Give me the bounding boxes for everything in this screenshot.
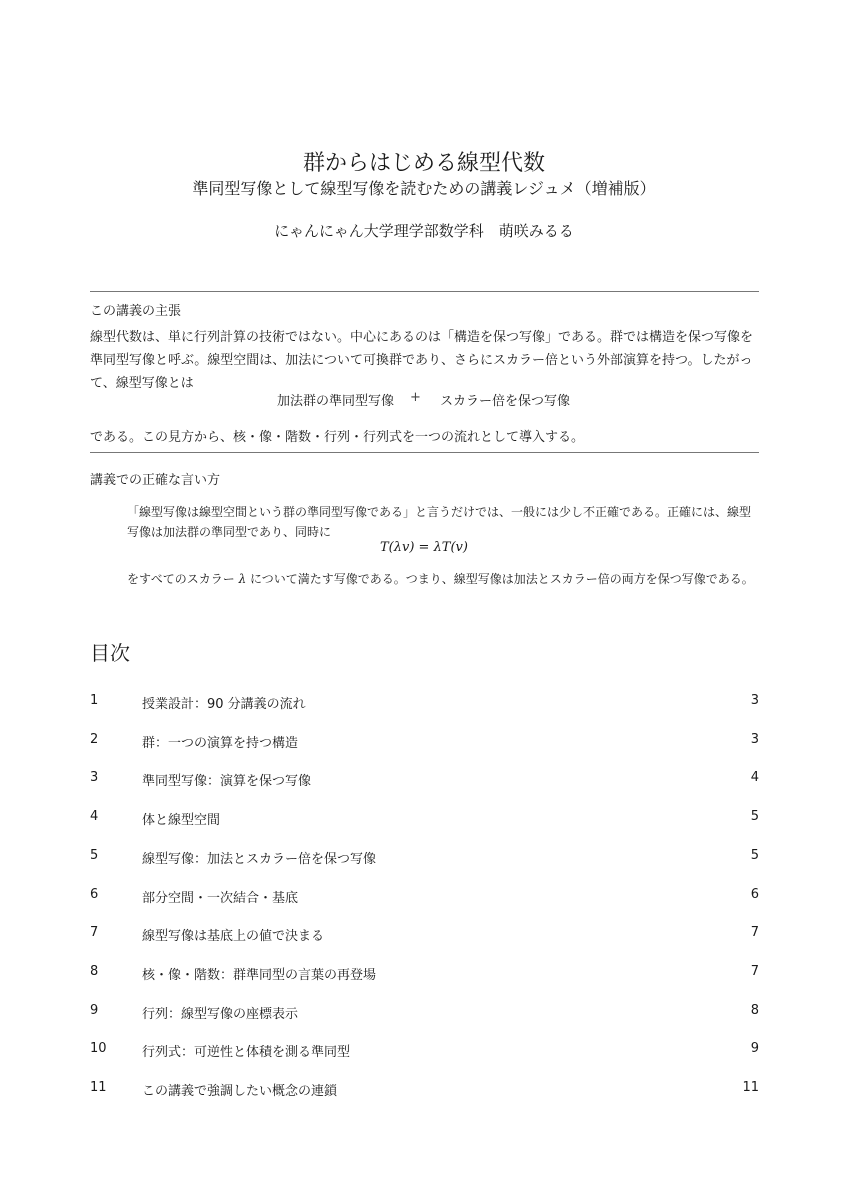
toc-entry-page: 3 (750, 693, 759, 708)
toc-entry-page: 3 (750, 731, 759, 747)
toc-entry-page: 9 (750, 1041, 759, 1057)
toc-entry[interactable] (90, 925, 759, 945)
toc-entry-number: 2 (90, 731, 99, 747)
toc-entry[interactable] (90, 732, 759, 752)
lambda-symbol: λ (238, 572, 247, 586)
claim-display-right: スカラー倍を保つ写像 (440, 394, 571, 409)
toc-entry[interactable] (90, 964, 759, 984)
toc-entry-number: 3 (90, 770, 99, 786)
toc-entry-number: 8 (90, 963, 99, 979)
toc-entry-number: 7 (90, 925, 99, 941)
toc-entry-number: 11 (90, 1080, 107, 1095)
closing-text-post: について満たす写像である。つまり、線型写像は加法とスカラー倍の両方を保つ写像である。 (246, 572, 754, 586)
toc-entry[interactable] (90, 1080, 759, 1100)
linearity-formula: T(λv) = λT(v) (380, 540, 468, 555)
toc-entry-number: 9 (90, 1002, 99, 1018)
toc-entry-number: 5 (90, 847, 99, 863)
toc-entry[interactable] (90, 848, 759, 868)
toc-heading: 目次 (90, 641, 130, 665)
author-line: にゃんにゃん大学理学部数学科 萌咲みるる (274, 222, 574, 240)
toc-entry-page: 6 (750, 886, 759, 902)
toc-entry[interactable] (90, 693, 759, 713)
toc-entry-title: 行列：線型写像の座標表示 (142, 1006, 299, 1022)
toc-entry-title: 部分空間・一次結合・基底 (142, 890, 299, 906)
toc-entry[interactable] (90, 809, 759, 829)
toc-entry-page: 7 (750, 963, 759, 979)
claim-display-plus: + (410, 390, 421, 405)
toc-entry-page: 5 (750, 809, 759, 825)
toc-entry-number: 6 (90, 886, 99, 902)
toc-entry-page: 5 (750, 847, 759, 863)
toc-entry-page: 8 (750, 1002, 759, 1018)
toc-entry-page: 7 (750, 925, 759, 941)
toc-entry-page: 11 (742, 1080, 759, 1095)
toc-entry-number: 4 (90, 809, 99, 825)
precise-box-body: 「線型写像は線型空間という群の準同型写像である」と言うだけでは、一般には少し不正確である。正確には、線型写像は加法群の準同型であり、同時に (127, 505, 752, 539)
claim-box-bottom-rule (90, 452, 759, 453)
toc-entry-title: 線型写像は基底上の値で決まる (142, 929, 325, 945)
claim-box-top-rule (90, 291, 759, 292)
closing-text-pre: をすべてのスカラー (127, 572, 239, 586)
toc-entry[interactable] (90, 770, 759, 790)
toc-entry-number: 1 (90, 693, 99, 708)
toc-entry-page: 4 (750, 770, 759, 786)
document-subtitle: 準同型写像として線型写像を読むための講義レジュメ（増補版） (192, 179, 656, 198)
toc-entry[interactable] (90, 1003, 759, 1023)
toc-entry-title: 準同型写像：演算を保つ写像 (142, 774, 312, 790)
claim-box-heading: この講義の主張 (90, 304, 182, 319)
claim-box-body: 線型代数は、単に行列計算の技術ではない。中心にあるのは「構造を保つ写像」である。群では構造を保つ写像を準同型写像と呼ぶ。線型空間は、加法について可換群であり、さらにスカラー倍という外部演算を持つ。したがって、線型写像とは (90, 330, 754, 391)
toc-entry-number: 10 (90, 1041, 107, 1057)
toc-entry[interactable] (90, 887, 759, 907)
toc-entry[interactable] (90, 1041, 759, 1061)
document-title: 群からはじめる線型代数 (302, 151, 545, 176)
toc-entry-title: この講義で強調したい概念の連鎖 (142, 1084, 338, 1099)
precise-box-heading: 講義での正確な言い方 (90, 473, 221, 488)
toc-entry-title: 体と線型空間 (142, 813, 221, 829)
claim-box-closing: である。この見方から、核・像・階数・行列・行列式を一つの流れとして導入する。 (90, 430, 585, 445)
toc-entry-title: 行列式：可逆性と体積を測る準同型 (142, 1045, 351, 1061)
toc-entry-title: 群：一つの演算を持つ構造 (142, 735, 299, 751)
toc-entry-title: 線型写像：加法とスカラー倍を保つ写像 (142, 851, 377, 867)
toc-entry-title: 授業設計：90 分講義の流れ (142, 697, 306, 712)
toc-entry-title: 核・像・階数：群準同型の言葉の再登場 (142, 967, 377, 983)
claim-display-left: 加法群の準同型写像 (277, 394, 395, 409)
precise-box-closing (127, 570, 759, 587)
